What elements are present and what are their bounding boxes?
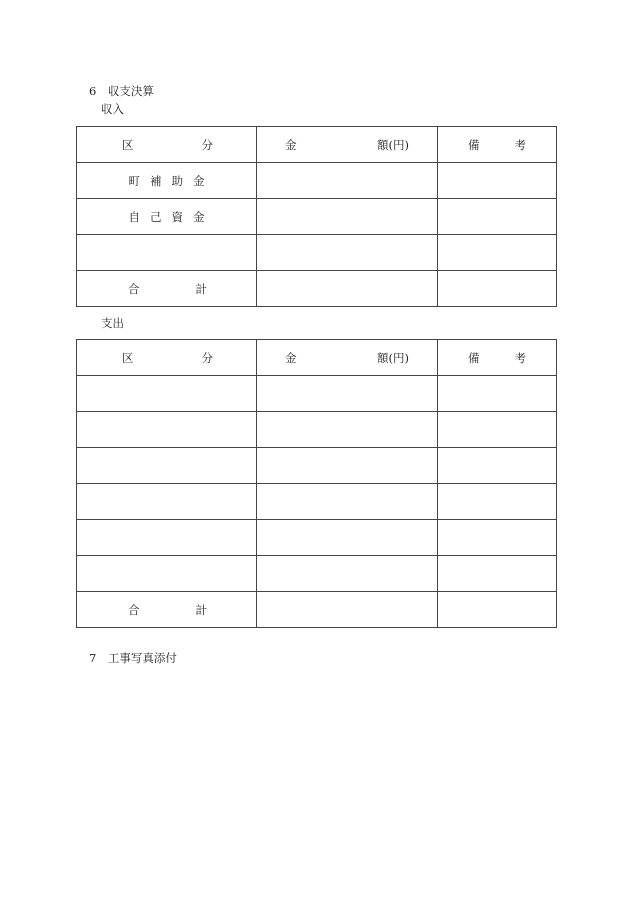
amount-cell[interactable] [257,163,438,199]
total-left: 合 [128,602,140,617]
amount-cell[interactable] [257,235,438,271]
category-header-right: 分 [201,350,213,365]
total-remarks-cell[interactable] [438,592,557,628]
table-row [77,163,557,199]
remarks-header-left: 備 [468,137,480,152]
table-row [77,448,557,484]
remarks-header-right: 考 [514,350,526,365]
remarks-header [438,127,557,163]
income-table [76,126,557,307]
expense-header-row [77,340,557,376]
category-char: 金 [193,209,205,224]
table-row [77,235,557,271]
income-header-row [77,127,557,163]
expense-label: 支出 [101,316,124,330]
category-header-right: 分 [201,137,213,152]
category-cell[interactable] [77,448,257,484]
table-row [77,484,557,520]
remarks-header-right: 考 [514,137,526,152]
amount-cell[interactable] [257,199,438,235]
table-row [77,556,557,592]
total-remarks-cell[interactable] [438,271,557,307]
amount-cell[interactable] [257,520,438,556]
total-left: 合 [128,281,140,296]
category-header [77,340,257,376]
category-cell[interactable] [77,520,257,556]
total-right: 計 [195,281,207,296]
total-row [77,592,557,628]
remarks-cell[interactable] [438,412,557,448]
category-char: 助 [171,173,183,188]
category-char: 町 [128,173,140,188]
section-7-title: 7 工事写真添付 [89,651,177,665]
remarks-cell[interactable] [438,199,557,235]
amount-header [257,127,438,163]
amount-header [257,340,438,376]
category-char: 補 [150,173,162,188]
category-cell[interactable] [77,235,257,271]
table-row [77,520,557,556]
amount-cell[interactable] [257,412,438,448]
remarks-cell[interactable] [438,484,557,520]
total-row [77,271,557,307]
category-header-left: 区 [122,350,134,365]
amount-header-left: 金 [285,350,297,365]
total-label-cell [77,271,257,307]
remarks-cell[interactable] [438,235,557,271]
income-label: 収入 [101,102,124,116]
category-cell[interactable] [77,484,257,520]
remarks-cell[interactable] [438,520,557,556]
category-cell [77,199,257,235]
category-cell[interactable] [77,556,257,592]
remarks-cell[interactable] [438,448,557,484]
category-cell [77,163,257,199]
amount-cell[interactable] [257,556,438,592]
total-amount-cell[interactable] [257,592,438,628]
category-char: 金 [193,173,205,188]
remarks-cell[interactable] [438,163,557,199]
category-header [77,127,257,163]
remarks-header-left: 備 [468,350,480,365]
amount-header-right: 額(円) [377,350,409,365]
remarks-cell[interactable] [438,556,557,592]
category-cell[interactable] [77,412,257,448]
amount-cell[interactable] [257,376,438,412]
section-6-title: 6 収支決算 [89,84,154,98]
table-row [77,376,557,412]
amount-cell[interactable] [257,448,438,484]
remarks-header [438,340,557,376]
category-char: 自 [128,209,140,224]
remarks-cell[interactable] [438,376,557,412]
total-right: 計 [195,602,207,617]
amount-header-left: 金 [285,137,297,152]
total-amount-cell[interactable] [257,271,438,307]
category-header-left: 区 [122,137,134,152]
total-label-cell [77,592,257,628]
expense-table [76,339,557,628]
amount-cell[interactable] [257,484,438,520]
category-char: 己 [150,209,162,224]
amount-header-right: 額(円) [377,137,409,152]
category-cell[interactable] [77,376,257,412]
table-row [77,412,557,448]
category-char: 資 [171,209,183,224]
table-row [77,199,557,235]
